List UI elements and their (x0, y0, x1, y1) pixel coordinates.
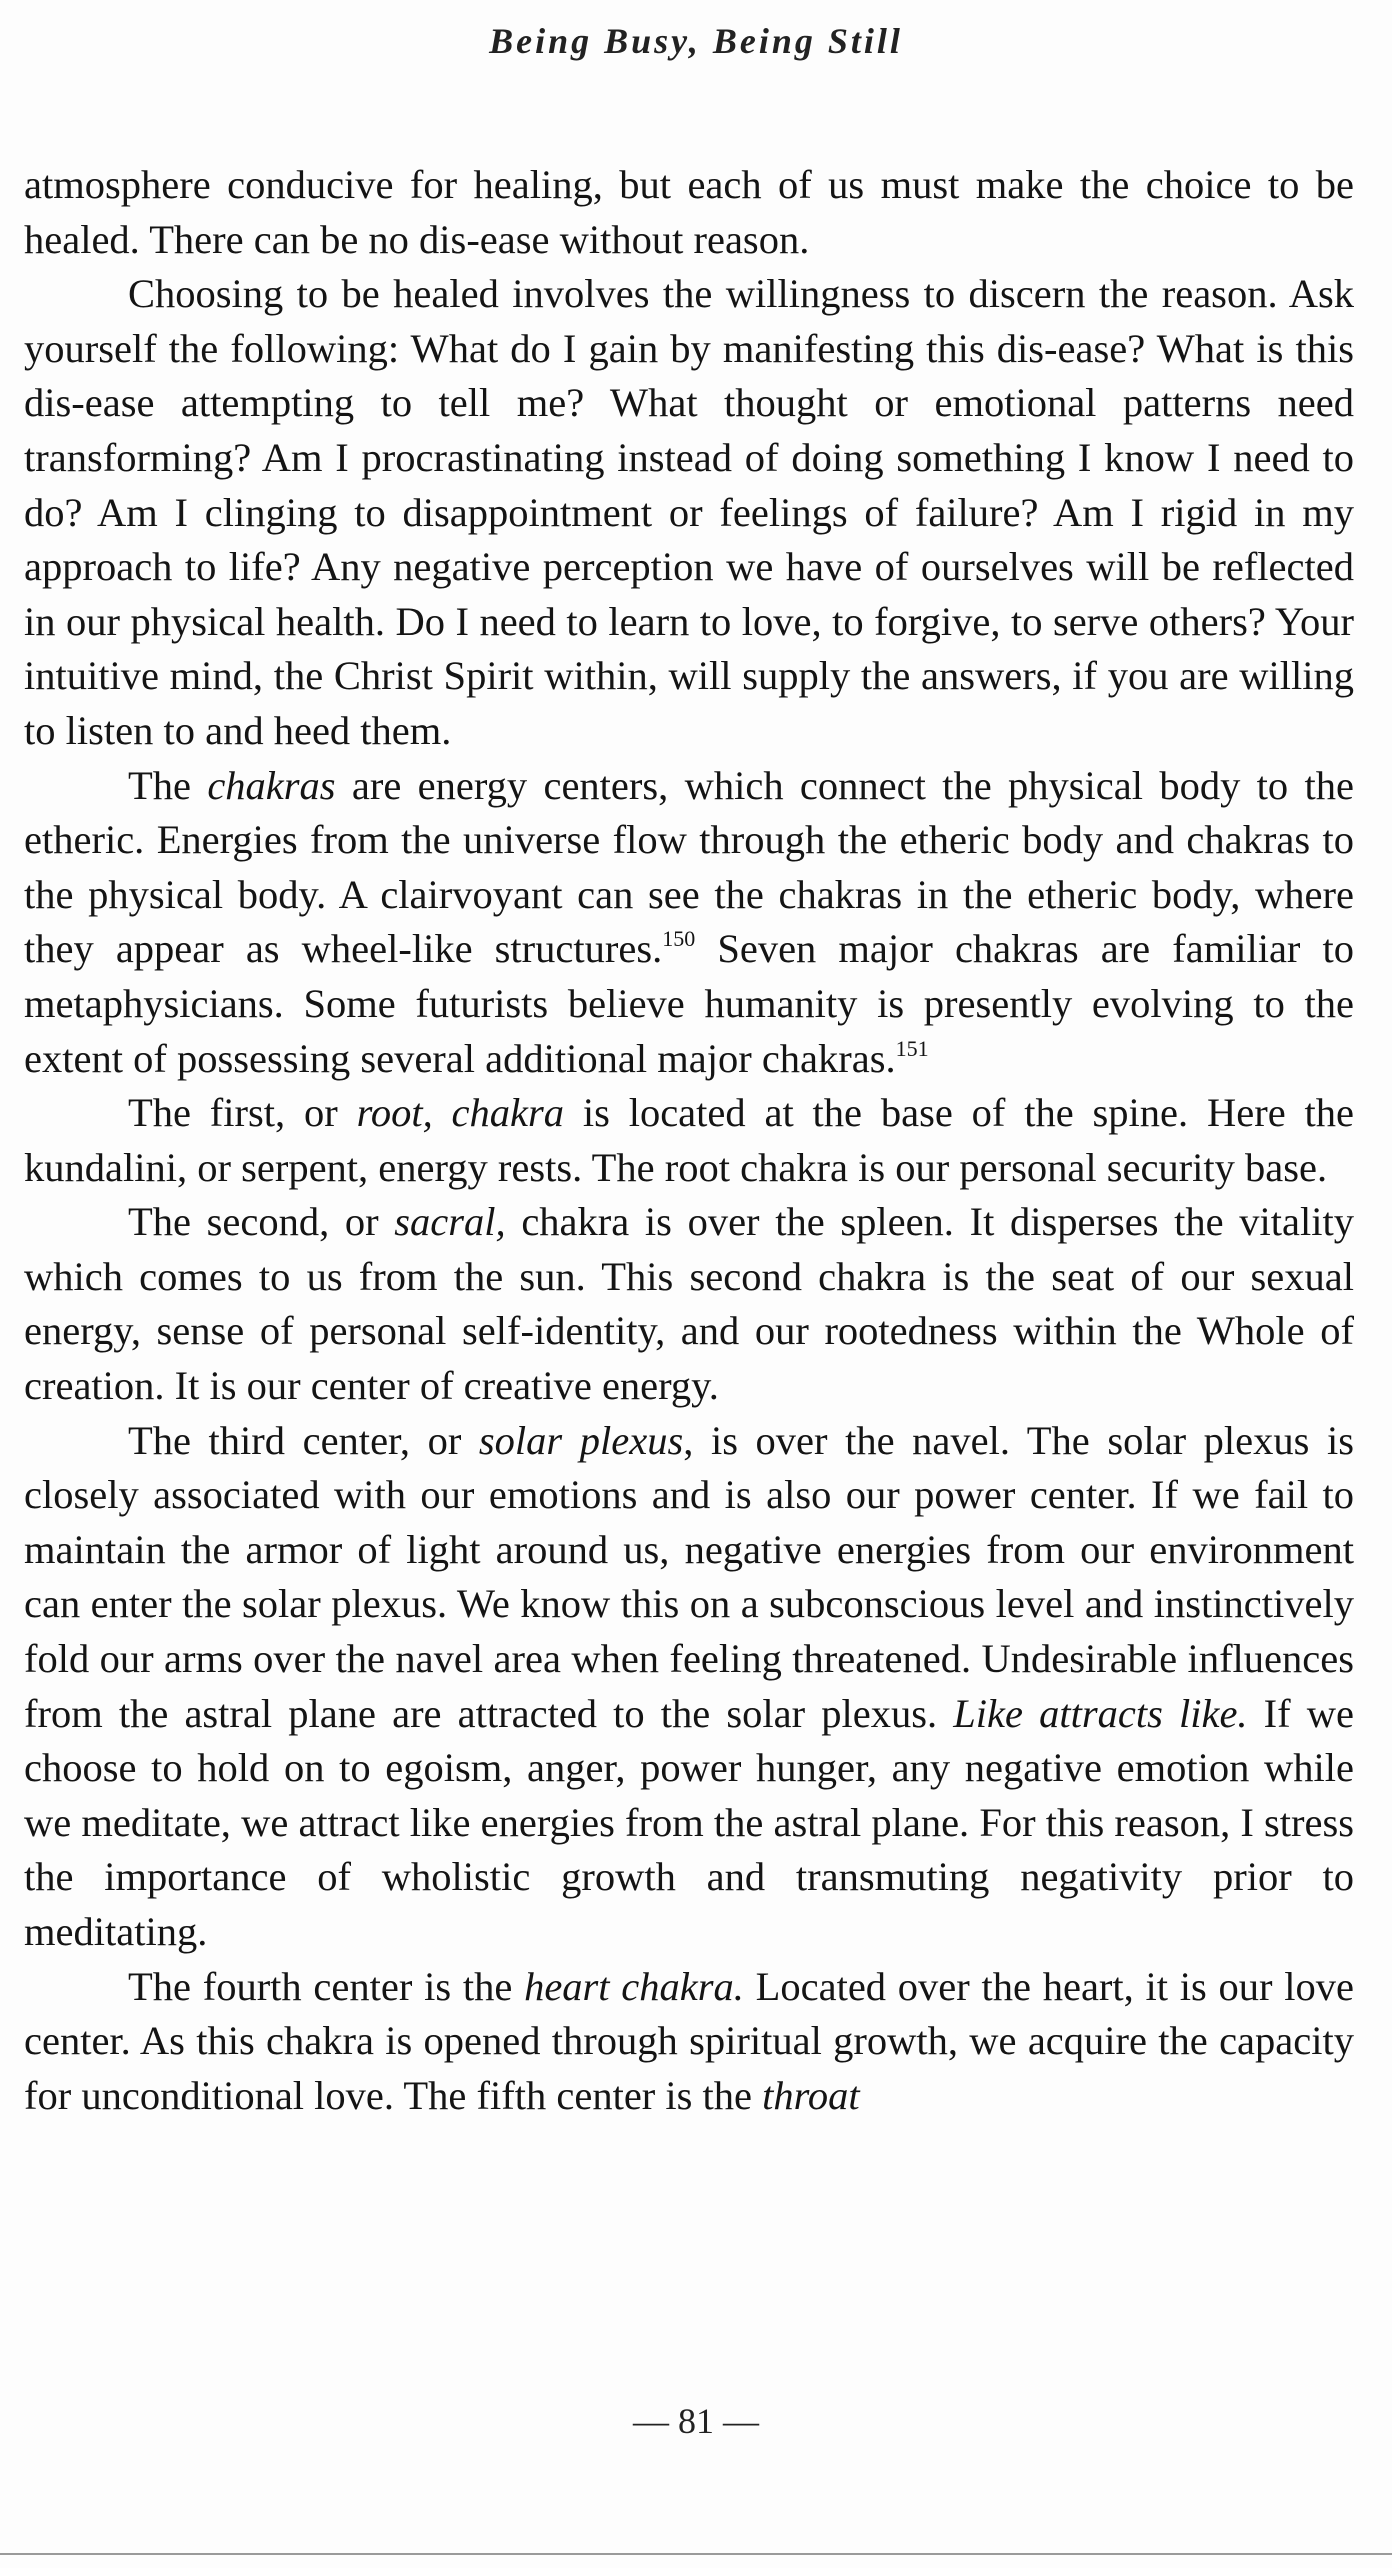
text-run: chakra is over the spleen. It disperses the vitality which comes to us from the sun. This second chakra is the seat of our sexual energy, sense of personal self-identity, and our rootedness within the Whole of creation. It is our center of creative energy. (24, 1199, 1354, 1409)
text-run: The second, or (128, 1199, 395, 1245)
text-run: The third center, or (128, 1417, 479, 1463)
paragraph (24, 1960, 1354, 2124)
text-run: If we choose to hold on to egoism, anger, power hunger, any negative emotion while we meditate, we attract like energies from the astral plane. For this reason, I stress the importance of wholistic growth and transmuting negativity prior to meditating. (24, 1690, 1354, 1954)
paragraph (24, 1414, 1354, 1960)
text-run: , is over the navel. The solar plexus is closely associated with our emotions and is also our power center. If we fail to maintain the armor of light around us, negative energies from our environment can enter the solar plexus. We know this on a subconscious level and instinctively fold our arms over the navel area when feeling threatened. Undesirable influences from the astral plane are attracted to the solar plexus. (24, 1417, 1354, 1736)
italic-term: sacral, (394, 1199, 506, 1245)
text-run: The first, or (128, 1090, 357, 1136)
footnote-reference: 151 (895, 1035, 929, 1061)
italic-term: throat (762, 2072, 860, 2118)
paragraph (24, 267, 1354, 758)
footnote-reference: 150 (662, 926, 696, 952)
text-run: atmosphere conducive for healing, but each of us must make the choice to be healed. There can be no dis-ease without reason. (24, 162, 1354, 262)
text-run: The fourth center is the (128, 1963, 525, 2009)
paragraph (24, 1086, 1354, 1195)
paragraph (24, 759, 1354, 1087)
text-run: Seven major chakras are familiar to metaphysicians. Some futurists believe humanity is presently evolving to the extent of possessing several additional major chakras. (24, 926, 1355, 1081)
body-text (24, 158, 1354, 2123)
italic-term: Like attracts like. (953, 1690, 1248, 1736)
page-bottom-edge (0, 2553, 1392, 2555)
text-run: Located over the heart, it is our love center. As this chakra is opened through spiritual growth, we acquire the capacity for unconditional love. The fifth center is the (24, 1963, 1354, 2118)
page-number: — 81 — (633, 2401, 759, 2441)
text-run: The (128, 762, 208, 808)
text-run: is located at the base of the spine. Here the kundalini, or serpent, energy rests. The root chakra is our personal security base. (24, 1090, 1354, 1190)
text-run: are energy centers, which connect the physical body to the etheric. Energies from the universe flow through the etheric body and chakras to the physical body. A clairvoyant can see the chakras in the etheric body, where they appear as wheel-like structures. (24, 762, 1354, 972)
running-head: Being Busy, Being Still (489, 21, 903, 61)
paragraph (24, 1195, 1354, 1413)
paragraph (24, 158, 1354, 267)
italic-term: heart chakra. (524, 1963, 744, 2009)
text-run: Choosing to be healed involves the willingness to discern the reason. Ask yourself the following: What do I gain by manifesting this dis-ease? What is this dis-ease attempting to tell me? What thought or emotional patterns need transforming? Am I procrastinating instead of doing something I know I need to do? Am I clinging to disappointment or feelings of failure? Am I rigid in my approach to life? Any negative perception we have of ourselves will be reflected in our physical health. Do I need to learn to love, to forgive, to serve others? Your intuitive mind, the Christ Spirit within, will supply the answers, if you are willing to listen to and heed them. (24, 271, 1354, 753)
italic-term: root, chakra (356, 1090, 565, 1136)
italic-term: chakras (207, 762, 336, 808)
italic-term: solar plexus (478, 1417, 684, 1463)
